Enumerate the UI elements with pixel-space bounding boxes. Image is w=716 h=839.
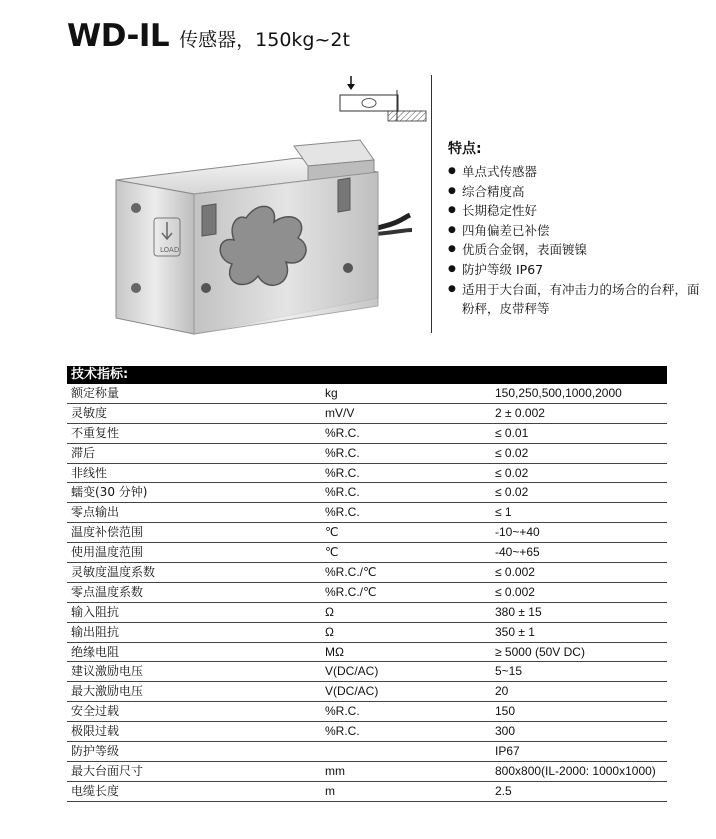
spec-value: 800x800(IL-2000: 1000x1000) — [495, 763, 656, 778]
spec-value: ≤ 0.02 — [495, 445, 529, 460]
table-row — [67, 603, 667, 623]
spec-unit: Ω — [325, 604, 334, 619]
load-cell-image — [98, 138, 418, 338]
cable — [376, 215, 410, 228]
mounting-schematic — [330, 72, 430, 127]
spec-parameter: 滞后 — [71, 445, 96, 460]
spec-unit: %R.C. — [325, 425, 360, 440]
spec-parameter: 安全过载 — [71, 704, 120, 719]
table-row — [67, 742, 667, 762]
spec-value: ≤ 0.02 — [495, 465, 529, 480]
spec-parameter: 最大激励电压 — [71, 684, 144, 699]
feature-item: ● 适用于大台面，有冲击力的场合的台秤，面粉秤，皮带秤等 — [448, 280, 708, 319]
spec-value: ≤ 0.01 — [495, 425, 529, 440]
spec-value: IP67 — [495, 744, 520, 759]
feature-item: ● 防护等级 IP67 — [448, 260, 708, 280]
spec-unit: Ω — [325, 624, 334, 639]
spec-value: ≤ 0.02 — [495, 485, 529, 500]
spec-table — [67, 366, 667, 802]
spec-parameter: 输入阻抗 — [71, 604, 120, 619]
feature-item: ● 优质合金钢，表面镀镍 — [448, 240, 708, 260]
table-row — [67, 583, 667, 603]
table-row — [67, 563, 667, 583]
spec-parameter: 最大台面尺寸 — [71, 763, 144, 778]
table-row — [67, 503, 667, 523]
load-label: LOAD — [160, 246, 180, 254]
spec-table-body — [67, 384, 667, 802]
spec-parameter: 额定称量 — [71, 386, 120, 400]
table-row — [67, 762, 667, 782]
spec-unit: V(DC/AC) — [325, 684, 379, 699]
feature-item: ● 四角偏差已补偿 — [448, 221, 708, 241]
spec-unit: %R.C./℃ — [325, 565, 377, 580]
spec-value: 380 ± 15 — [495, 604, 542, 619]
product-subtitle: 传感器，150kg~2t — [179, 29, 350, 51]
spec-parameter: 非线性 — [71, 465, 108, 480]
table-row — [67, 623, 667, 643]
spec-unit: mm — [325, 763, 345, 778]
spec-unit: MΩ — [325, 644, 344, 659]
spec-parameter: 输出阻抗 — [71, 624, 120, 639]
spec-parameter: 温度补偿范围 — [71, 525, 144, 540]
spec-value: ≤ 0.002 — [495, 584, 535, 599]
spec-parameter: 不重复性 — [71, 425, 120, 440]
table-row — [67, 384, 667, 404]
table-row — [67, 424, 667, 444]
spec-value: ≤ 0.002 — [495, 565, 535, 580]
table-row — [67, 483, 667, 503]
table-row — [67, 543, 667, 563]
spec-unit: mV/V — [325, 405, 355, 420]
spec-value: 150,250,500,1000,2000 — [495, 386, 622, 400]
table-row — [67, 643, 667, 663]
spec-unit — [325, 742, 495, 761]
spec-value: 5~15 — [495, 664, 523, 679]
schematic-base — [388, 111, 426, 121]
load-arrow-head — [347, 84, 355, 90]
spec-unit: kg — [325, 386, 338, 400]
table-row — [67, 523, 667, 543]
table-row — [67, 464, 667, 484]
spec-value: 2.5 — [495, 783, 512, 798]
spec-unit: %R.C. — [325, 724, 360, 739]
spec-parameter: 零点输出 — [71, 505, 120, 520]
schematic-body — [340, 95, 398, 111]
table-row — [67, 702, 667, 722]
feature-item: ● 长期稳定性好 — [448, 201, 708, 221]
feature-item: ● 综合精度高 — [448, 182, 708, 202]
table-row — [67, 662, 667, 682]
spec-unit: %R.C. — [325, 704, 360, 719]
spec-unit: %R.C. — [325, 445, 360, 460]
table-row — [67, 722, 667, 742]
spec-value: 2 ± 0.002 — [495, 405, 545, 420]
spec-value: ≥ 5000 (50V DC) — [495, 644, 585, 659]
spec-unit: ℃ — [325, 525, 339, 540]
spec-unit: V(DC/AC) — [325, 664, 379, 679]
spec-parameter: 灵敏度 — [71, 405, 108, 420]
page-title — [67, 18, 350, 54]
table-row — [67, 682, 667, 702]
spec-parameter: 灵敏度温度系数 — [71, 565, 156, 580]
spec-unit: %R.C. — [325, 465, 360, 480]
spec-unit: %R.C. — [325, 505, 360, 520]
features-section — [448, 138, 708, 319]
spec-value: -10~+40 — [495, 525, 540, 540]
spec-value: 150 — [495, 704, 516, 719]
spec-unit: ℃ — [325, 545, 339, 560]
divider-line — [431, 75, 432, 333]
spec-parameter: 防护等级 — [71, 744, 120, 759]
spec-value: 350 ± 1 — [495, 624, 535, 639]
spec-table-header: 技术指标: — [67, 366, 667, 384]
features-list — [448, 162, 708, 319]
spec-value: -40~+65 — [495, 545, 540, 560]
features-title: 特点: — [448, 141, 482, 157]
spec-parameter: 零点温度系数 — [71, 584, 144, 599]
spec-parameter: 建议激励电压 — [71, 664, 144, 679]
spec-parameter: 使用温度范围 — [71, 545, 144, 560]
feature-item: ● 单点式传感器 — [448, 162, 708, 182]
spec-parameter: 蠕变(30 分钟) — [71, 485, 148, 500]
table-row — [67, 444, 667, 464]
spec-parameter: 极限过载 — [71, 724, 120, 739]
spec-parameter: 电缆长度 — [71, 783, 120, 798]
table-row — [67, 404, 667, 424]
spec-value: 300 — [495, 724, 516, 739]
spec-unit: %R.C./℃ — [325, 584, 377, 599]
spec-value: ≤ 1 — [495, 505, 512, 520]
spec-unit: %R.C. — [325, 485, 360, 500]
spec-unit: m — [325, 783, 335, 798]
spec-parameter: 绝缘电阻 — [71, 644, 120, 659]
model-name: WD-IL — [67, 18, 170, 54]
spec-value: 20 — [495, 684, 509, 699]
table-row — [67, 782, 667, 802]
